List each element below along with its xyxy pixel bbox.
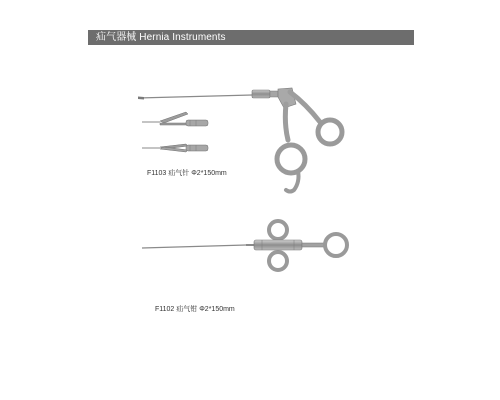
thumb-ring bbox=[325, 234, 347, 256]
product-caption-f1102: F1102 疝气钳 Φ2*150mm bbox=[155, 306, 235, 313]
jaw-detail-closed-icon bbox=[140, 138, 210, 158]
rear-ring bbox=[318, 120, 342, 144]
forceps-barrel bbox=[254, 240, 302, 250]
jaw-detail-open-icon bbox=[140, 104, 210, 128]
upper-finger-ring bbox=[269, 221, 287, 239]
lower-finger-ring bbox=[269, 252, 287, 270]
product-caption-f1103: F1103 疝气针 Φ2*150mm bbox=[147, 170, 227, 177]
front-ring bbox=[277, 145, 305, 173]
needle-shaft bbox=[138, 95, 252, 98]
needle-collar bbox=[252, 90, 270, 98]
section-header bbox=[88, 30, 414, 45]
forceps-shaft bbox=[142, 245, 246, 248]
hernia-syringe-forceps-icon bbox=[138, 214, 360, 274]
section-title: 疝气器械 Hernia Instruments bbox=[96, 32, 226, 43]
